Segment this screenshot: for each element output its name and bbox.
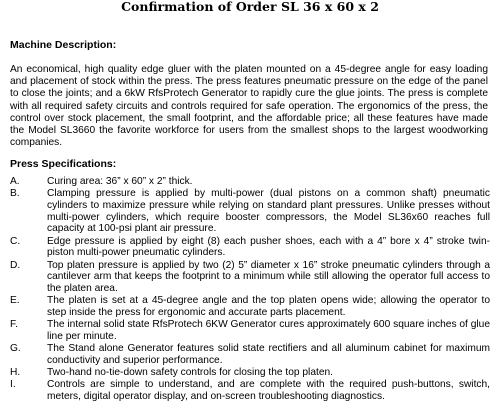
spec-item-b	[10, 188, 490, 234]
press-specifications-list	[10, 176, 490, 403]
spec-text: Two-hand no-tie-down safety controls for closing the top platen.	[47, 367, 333, 379]
spec-letter: D.	[10, 259, 21, 271]
spec-letter: F.	[10, 319, 18, 331]
spec-item-d	[10, 260, 490, 295]
document-title: Confirmation of Order SL 36 x 60 x 2	[121, 0, 379, 14]
spec-item-f	[10, 319, 490, 342]
spec-letter: G.	[10, 343, 21, 355]
spec-text: The Stand alone Generator features solid state rectifiers and all aluminum cabinet for maximum conductivity and superior performance.	[47, 343, 490, 366]
spec-text: Clamping pressure is applied by multi-power (dual pistons on a common shaft) pneumatic cylinders to maximize pressure while relying on standard plant pressures. Unlike presses without multi-power cylinders, which require booster compressors, the Model SL36x60 reaches full capacity at 100-psi plant air pressure.	[47, 188, 490, 235]
spec-letter: C.	[10, 235, 21, 247]
spec-text: Top platen pressure is applied by two (2) 5” diameter x 16” stroke pneumatic cylinders through a cantilever arm that keeps the footprint to a minimum while still allowing the operator full access to the platen area.	[47, 259, 490, 294]
spec-letter: E.	[10, 295, 20, 307]
machine-description-text: An economical, high quality edge gluer with the platen mounted on a 45-degree angle for easy loading and placement of stock within the press. The press features pneumatic pressure on the edge of the panel to close the joints; and a 6kW RfsProtech Generator to rapidly cure the glue joints. The press is complete with all required safety circuits and controls required for safe operation. The ergonomics of the press, the control over stock placement, the small footprint, and the affordable price; all these features have made the Model SL3660 the favorite workforce for users from the smallest shops to the largest woodworking companies.	[10, 64, 488, 149]
spec-text: Edge pressure is applied by eight (8) each pusher shoes, each with a 4” bore x 4” stroke twin-piston multi-power pneumatic cylinders.	[47, 235, 490, 259]
spec-letter: A.	[10, 176, 20, 187]
spec-letter: H.	[10, 367, 21, 379]
spec-text: Controls are simple to understand, and are complete with the required push-buttons, switch, meters, digital operator display, and on-screen troubleshooting diagnostics.	[47, 379, 490, 403]
spec-item-a	[10, 176, 490, 188]
spec-text: The platen is set at a 45-degree angle and the top platen opens wide; allowing the operator to step inside the press for ergonomic and accurate parts placement.	[47, 295, 490, 318]
press-specifications-heading: Press Specifications:	[10, 158, 117, 170]
machine-description-heading: Machine Description:	[10, 39, 117, 51]
spec-item-c	[10, 236, 490, 259]
spec-item-g	[10, 343, 490, 366]
spec-item-e	[10, 295, 490, 318]
spec-letter: I.	[10, 379, 16, 391]
spec-text: The internal solid state RfsProtech 6KW Generator cures approximately 600 square inches of glue line per minute.	[47, 319, 490, 342]
spec-item-i	[10, 379, 490, 402]
spec-letter: B.	[10, 188, 20, 200]
spec-item-h	[10, 367, 490, 379]
spec-text: Curing area: 36” x 60” x 2” thick.	[47, 176, 193, 187]
